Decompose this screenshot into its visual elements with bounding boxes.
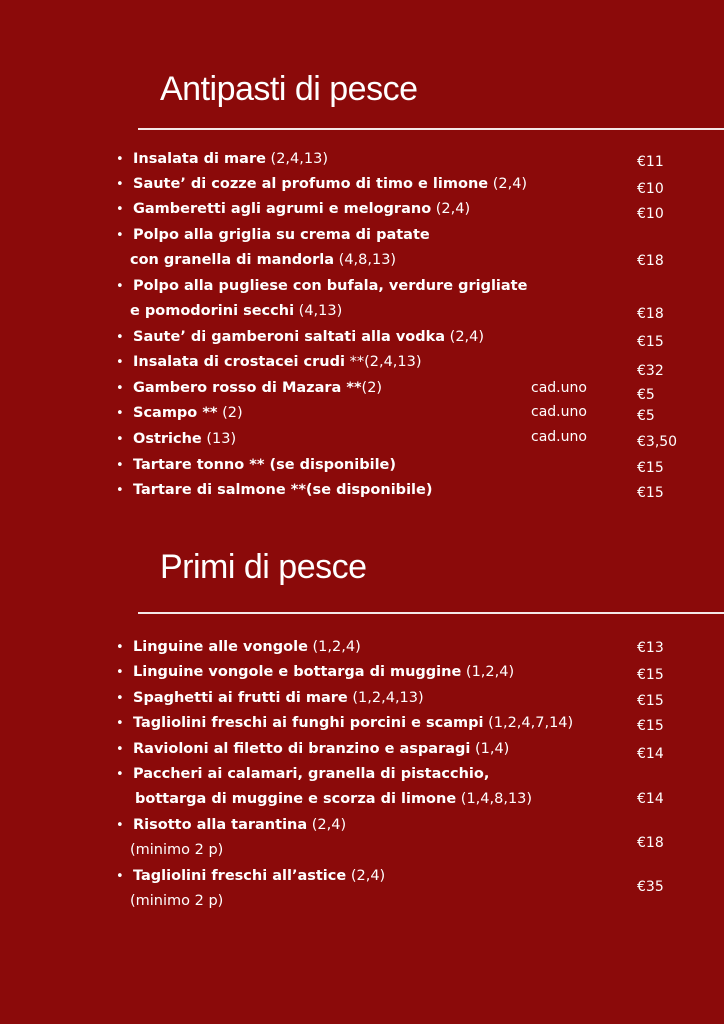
item-allergens: (1,2,4,7,14) <box>483 715 574 731</box>
bullet-icon: • <box>116 406 124 421</box>
bullet-icon: • <box>116 869 124 884</box>
item-name: Insalata di crostacei crudi <box>133 354 345 370</box>
item-name: Tagliolini freschi ai funghi porcini e scampi <box>133 715 484 731</box>
item-price: €15 <box>637 460 664 476</box>
antipasti-title: Antipasti di pesce <box>160 70 418 108</box>
item-name: Ravioloni al filetto di branzino e asparagi <box>133 741 471 757</box>
item-name-line <box>133 635 361 660</box>
item-name: Saute’ di gamberoni saltati alla vodka <box>133 329 446 345</box>
item-price: €5 <box>637 387 655 403</box>
item-name: Gamberetti agli agrumi e melograno <box>133 201 432 217</box>
item-note: (4,8,13) <box>334 252 397 268</box>
item-allergens: (1,2,4) <box>461 664 515 680</box>
item-price: €15 <box>637 693 664 709</box>
item-price: €10 <box>637 181 664 197</box>
item-name: Saute’ di cozze al profumo di timo e limone <box>133 176 489 192</box>
item-price: €35 <box>637 879 664 895</box>
item-allergens: (2) <box>217 405 243 421</box>
primi-title: Primi di pesce <box>160 548 367 586</box>
item-name-line-2 <box>130 889 223 914</box>
bullet-icon: • <box>116 665 124 680</box>
item-name-line <box>133 864 385 889</box>
bullet-icon: • <box>116 716 124 731</box>
bullet-icon: • <box>116 152 124 167</box>
antipasti-divider <box>138 128 724 130</box>
unit-label: cad.uno <box>531 380 587 396</box>
item-name-line <box>133 223 430 248</box>
item-note: (1,4,8,13) <box>456 791 533 807</box>
bullet-icon: • <box>116 202 124 217</box>
item-name: Ostriche <box>133 431 202 447</box>
item-price: €3,50 <box>637 434 678 450</box>
item-name-line <box>133 172 527 197</box>
item-name: Risotto alla tarantina <box>133 817 308 833</box>
item-name-line <box>133 478 432 503</box>
item-price: €18 <box>637 306 664 322</box>
item-note: (4,13) <box>294 303 343 319</box>
bullet-icon: • <box>116 767 124 782</box>
item-name: Spaghetti ai frutti di mare <box>133 690 348 706</box>
item-name-line <box>133 376 382 401</box>
primi-divider <box>138 612 724 614</box>
item-name-line <box>133 813 346 838</box>
item-price: €18 <box>637 835 664 851</box>
item-allergens: **(2,4,13) <box>344 354 422 370</box>
item-price: €14 <box>637 791 664 807</box>
bullet-icon: • <box>116 279 124 294</box>
item-name-line <box>133 686 424 711</box>
item-name-continued: con granella di mandorla <box>130 252 335 268</box>
item-allergens: (1,2,4,13) <box>347 690 424 706</box>
item-name-continued: bottarga di muggine e scorza di limone <box>135 791 457 807</box>
item-allergens: (1,4) <box>470 741 510 757</box>
unit-label: cad.uno <box>531 429 587 445</box>
item-note: (minimo 2 p) <box>130 893 224 909</box>
item-name-line <box>133 325 484 350</box>
bullet-icon: • <box>116 228 124 243</box>
item-allergens: (2,4) <box>307 817 347 833</box>
bullet-icon: • <box>116 818 124 833</box>
item-allergens: (2) <box>361 380 383 396</box>
item-note: (minimo 2 p) <box>130 842 224 858</box>
item-name: Linguine vongole e bottarga di muggine <box>133 664 462 680</box>
item-allergens: (2,4) <box>488 176 528 192</box>
item-name-line-2 <box>130 248 396 273</box>
bullet-icon: • <box>116 355 124 370</box>
item-allergens: (2,4) <box>431 201 471 217</box>
item-name: Polpo alla pugliese con bufala, verdure grigliate <box>133 278 528 294</box>
item-name-line-2 <box>135 787 532 812</box>
item-name-line <box>133 401 243 426</box>
item-name-line <box>133 737 509 762</box>
item-price: €5 <box>637 408 655 424</box>
item-allergens: (2,4,13) <box>265 151 328 167</box>
item-name: Linguine alle vongole <box>133 639 308 655</box>
item-price: €18 <box>637 253 664 269</box>
item-name-line <box>133 453 396 478</box>
bullet-icon: • <box>116 177 124 192</box>
item-name: Tartare tonno ** (se disponibile) <box>133 457 397 473</box>
item-price: €13 <box>637 640 664 656</box>
item-name: Tagliolini freschi all’astice <box>133 868 347 884</box>
bullet-icon: • <box>116 640 124 655</box>
item-name-line <box>133 660 514 685</box>
item-name: Gambero rosso di Mazara ** <box>133 380 362 396</box>
item-price: €14 <box>637 746 664 762</box>
item-name-line <box>133 427 236 452</box>
bullet-icon: • <box>116 381 124 396</box>
item-price: €10 <box>637 206 664 222</box>
item-name-line <box>133 147 328 172</box>
item-allergens: (2,4) <box>445 329 485 345</box>
bullet-icon: • <box>116 691 124 706</box>
item-name-line <box>133 711 573 736</box>
item-name: Paccheri ai calamari, granella di pistacchio, <box>133 766 490 782</box>
item-name: Tartare di salmone **(se disponibile) <box>133 482 433 498</box>
item-name: Scampo ** <box>133 405 218 421</box>
item-price: €15 <box>637 667 664 683</box>
item-price: €11 <box>637 154 664 170</box>
item-price: €15 <box>637 718 664 734</box>
item-name-line-2 <box>130 838 223 863</box>
item-allergens: (13) <box>201 431 237 447</box>
item-name-line <box>133 274 527 299</box>
item-name-line <box>133 762 489 787</box>
item-name: Polpo alla griglia su crema di patate <box>133 227 430 243</box>
bullet-icon: • <box>116 330 124 345</box>
item-price: €15 <box>637 485 664 501</box>
item-name-line-2 <box>130 299 342 324</box>
item-allergens: (1,2,4) <box>307 639 361 655</box>
bullet-icon: • <box>116 458 124 473</box>
unit-label: cad.uno <box>531 404 587 420</box>
bullet-icon: • <box>116 483 124 498</box>
bullet-icon: • <box>116 432 124 447</box>
item-name-continued: e pomodorini secchi <box>130 303 295 319</box>
item-price: €32 <box>637 363 664 379</box>
item-name: Insalata di mare <box>133 151 266 167</box>
item-name-line <box>133 350 422 375</box>
bullet-icon: • <box>116 742 124 757</box>
item-name-line <box>133 197 470 222</box>
item-allergens: (2,4) <box>346 868 386 884</box>
item-price: €15 <box>637 334 664 350</box>
